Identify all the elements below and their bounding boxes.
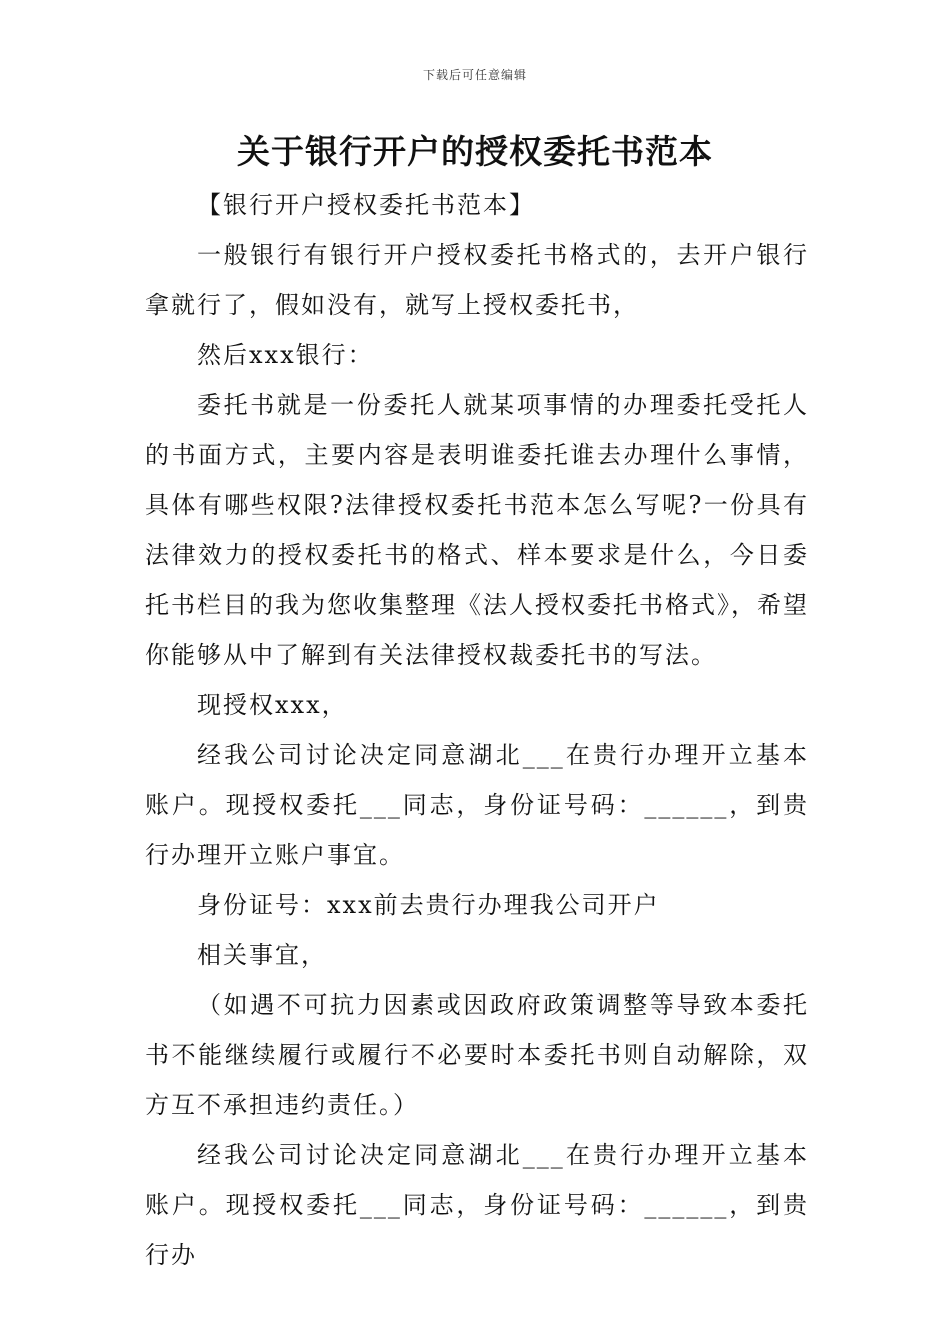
body-paragraph: 一般银行有银行开户授权委托书格式的，去开户银行拿就行了，假如没有，就写上授权委托书，	[145, 241, 809, 319]
document-title: 关于银行开户的授权委托书范本	[237, 132, 713, 171]
body-paragraph: （如遇不可抗力因素或因政府政策调整等导致本委托书不能继续履行或履行不必要时本委托书则自动解除，双方互不承担违约责任。）	[145, 991, 809, 1119]
body-paragraph: 然后xxx银行：	[197, 341, 374, 369]
subtitle-paragraph: 【银行开户授权委托书范本】	[197, 191, 535, 219]
body-paragraph: 现授权xxx，	[197, 691, 348, 719]
body-paragraph: 相关事宜，	[197, 941, 327, 969]
header-note: 下载后可任意编辑	[422, 68, 527, 82]
body-paragraph: 经我公司讨论决定同意湖北___在贵行办理开立基本账户。现授权委托___同志，身份证号码：______，到贵行办	[145, 1141, 809, 1269]
body-paragraph: 身份证号：xxx前去贵行办理我公司开户	[197, 891, 660, 919]
body-paragraph: 委托书就是一份委托人就某项事情的办理委托受托人的书面方式，主要内容是表明谁委托谁去办理什么事情，具体有哪些权限?法律授权委托书范本怎么写呢?一份具有法律效力的授权委托书的格式、样本要求是什么，今日委托书栏目的我为您收集整理《法人授权委托书格式》，希望你能够从中了解到有关法律授权裁委托书的写法。	[145, 391, 809, 669]
document-body	[145, 180, 809, 1280]
body-paragraph: 经我公司讨论决定同意湖北___在贵行办理开立基本账户。现授权委托___同志，身份证号码：______，到贵行办理开立账户事宜。	[145, 741, 809, 869]
